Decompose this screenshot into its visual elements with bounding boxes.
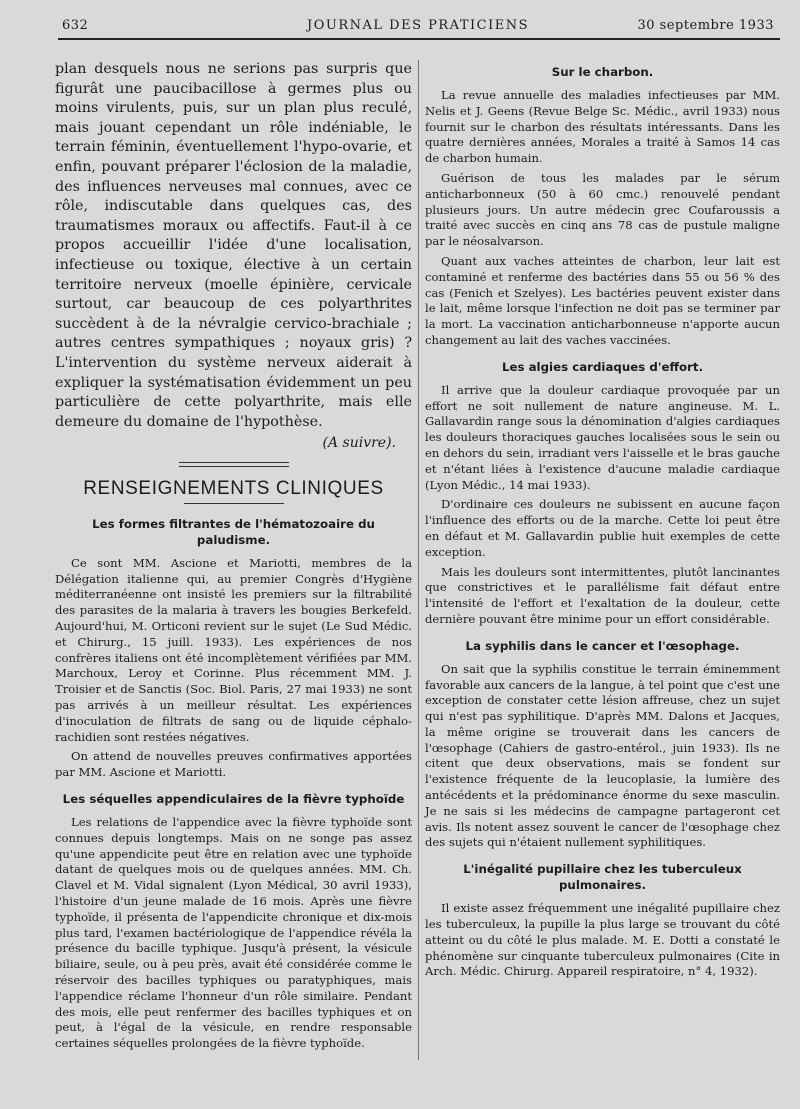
article-title-charbon: Sur le charbon.	[551, 65, 654, 79]
paragraph: Il existe assez fréquemment une inégalité pupillaire chez les tuberculeux, la pupille la plus large se trouvant du côté atteint ou du côté le plus malade. M. E. Dotti a constaté le phénomène sur cinquante tuberculeux pulmonaires (Cite in Arch. Médic. Chirurg. Appareil respiratoire, n° 4, 1932).	[425, 901, 780, 979]
section-title: RENSEIGNEMENTS CLINIQUES	[83, 478, 384, 500]
paragraph: Mais les douleurs sont intermittentes, plutôt lancinantes que constrictives et le parallélisme fait défaut entre l'intensité de l'effort et l'exaltation de la douleur, cette dernière pouvant être minime pour un effort considérable.	[425, 564, 780, 626]
paragraph: Quant aux vaches atteintes de charbon, leur lait est contaminé et renferme des bactéries dans 55 ou 56 % des cas (Fenich et Szelyes). Les bactéries peuvent exister dans le lait, même lorsque l'infection ne doit pas se terminer par la mort. La vaccination anticharbonneuse n'apporte aucun changement au lait des vaches vaccinées.	[425, 253, 780, 347]
article-title-pupillaire: L'inégalité pupillaire chez les tuberculeux pulmonaires.	[463, 862, 742, 893]
right-column	[425, 60, 780, 984]
article-title-algies: Les algies cardiaques d'effort.	[501, 359, 704, 374]
paragraph: Les relations de l'appendice avec la fièvre typhoïde sont connues depuis longtemps. Mais on ne songe pas assez qu'une appendicite peut être en relation avec une typhoïde datant de quelques mois ou de quelques années. MM. Ch. Clavel et M. Vidal signalent (Lyon Médical, 30 avril 1933), l'histoire d'un jeune malade de 16 mois. Après une fièvre typhoïde, il présenta de l'appendicite chronique et dix-mois plus tard, l'examen bactériologique de l'appendice révéla la présence du bacille typhique. Jusqu'à présent, la vésicule biliaire, seule, ou à peu près, avait été considérée comme le réservoir des bacilles typhiques ou paratyphiques, mais l'appendice réclame l'honneur d'un rôle similaire. Pendant des mois, elle peut renfermer des bacilles typhiques et on peut, à l'égal de la vésicule, en rendre responsable certaines séquelles prolongées de la fièvre typhoïde.	[55, 815, 412, 1051]
header-rule	[58, 38, 780, 40]
to-be-continued: (A suivre).	[322, 435, 396, 452]
paragraph: Guérison de tous les malades par le sérum anticharbonneux (50 à 60 cmc.) renouvelé pendant plusieurs jours. Un autre médecin grec Coufaroussis a traité avec succès en cinq ans 78 cas de pustule maligne par le néosalvarson.	[425, 170, 780, 249]
double-rule-divider	[179, 462, 289, 467]
section-title-rule	[184, 503, 284, 504]
continued-paragraph: plan desquels nous ne serions pas surpris que figurât une paucibacillose à germes plus ou moins virulents, puis, sur un plan plus reculé, mais jouant cependant un rôle indéniable, le terrain féminin, éventuellement l'hypo-ovarie, et enfin, pouvant préparer l'éclosion de la maladie, des influences nerveuses mal connues, avec ce rôle, indiscutable dans quelques cas, des traumatismes moraux ou affectifs. Faut-il à ce propos accueillir l'idée d'une localisation, infectieuse ou toxique, élective à un certain territoire nerveux (moelle épinière, cervicale surtout, car beaucoup de ces polyarthrites succèdent à de la névralgie cervico-brachiale ; autres centres sympathiques ; noyaux gris) ? L'intervention du système nerveux aiderait à expliquer la systématisation évidemment un peu particulière de cette polyarthrite, mais elle demeure du domaine de l'hypothèse.	[55, 61, 412, 430]
paragraph: Il arrive que la douleur cardiaque provoquée par un effort ne soit nullement de nature angineuse. M. L. Gallavardin range sous la dénomination d'algies cardiaques les douleurs thoraciques gauches localisées sous le sein ou en dehors du sein, irradiant vers l'aisselle et le bras gauche et n'étant liées à l'existence d'aucune maladie cardiaque (Lyon Médic., 14 mai 1933).	[425, 382, 780, 492]
paragraph: La revue annuelle des maladies infectieuses par MM. Nelis et J. Geens (Revue Belge Sc. Médic., avril 1933) nous fournit sur le charbon des résultats intéressants. Dans les quatre dernières années, Morales a traité à Samos 14 cas de charbon humain.	[425, 88, 780, 166]
paragraph: On attend de nouvelles preuves confirmatives apportées par MM. Ascione et Mariotti.	[55, 749, 412, 780]
paragraph: Ce sont MM. Ascione et Mariotti, membres de la Délégation italienne qui, au premier Congrès d'Hygiène méditerranéenne ont insisté les premiers sur la filtrabilité des parasites de la malaria à travers les bougies Berkefeld. Aujourd'hui, M. Orticoni revient sur le sujet (Le Sud Médic. et Chirurg., 15 juill. 1933). Les expériences de nos confrères italiens ont été incomplètement vérifiées par MM. Marchoux, Leroy et Corinne. Plus récemment MM. J. Troisier et de Sanctis (Soc. Biol. Paris, 27 mai 1933) ne sont pas arrivés à un meilleur résultat. Les expériences d'inoculation de filtrats de sang ou de liquide céphalo-rachidien sont restées négatives.	[55, 555, 412, 744]
paragraph: D'ordinaire ces douleurs ne subissent en aucune façon l'influence des efforts ou de la marche. Cette loi peut être en défaut et M. Gallavardin publie huit exemples de cette exception.	[425, 497, 780, 559]
article-title-typhoide: Les séquelles appendiculaires de la fièvre typhoïde	[62, 792, 405, 807]
journal-title: JOURNAL DES PRATICIENS	[307, 18, 529, 33]
article-title-paludisme: Les formes filtrantes de l'hématozoaire du paludisme.	[92, 516, 375, 547]
running-header	[62, 18, 774, 40]
left-column	[55, 60, 412, 1056]
issue-date: 30 septembre 1933	[637, 18, 774, 33]
article-title-syphilis: La syphilis dans le cancer et l'œsophage.	[465, 638, 740, 653]
page-number: 632	[62, 18, 89, 33]
column-separator	[418, 60, 419, 1060]
paragraph: On sait que la syphilis constitue le terrain éminemment favorable aux cancers de la langue, à tel point que c'est une exception de constater cette lésion affreuse, chez un sujet qui n'est pas syphilitique. D'après MM. Dalons et Jacques, la même origine se trouverait dans les cancers de l'œsophage (Cahiers de gastro-entérol., juin 1933). Ils ne citent que deux observations, mais se fondent sur l'existence fréquente de la leucoplasie, la lumière des antécédents et la prédominance énorme du sexe masculin. Je ne sais si les médecins de campagne partageront cet avis. Ils notent assez souvent le cancer de l'œsophage chez des sujets qui n'étaient nullement syphilitiques.	[425, 661, 780, 850]
